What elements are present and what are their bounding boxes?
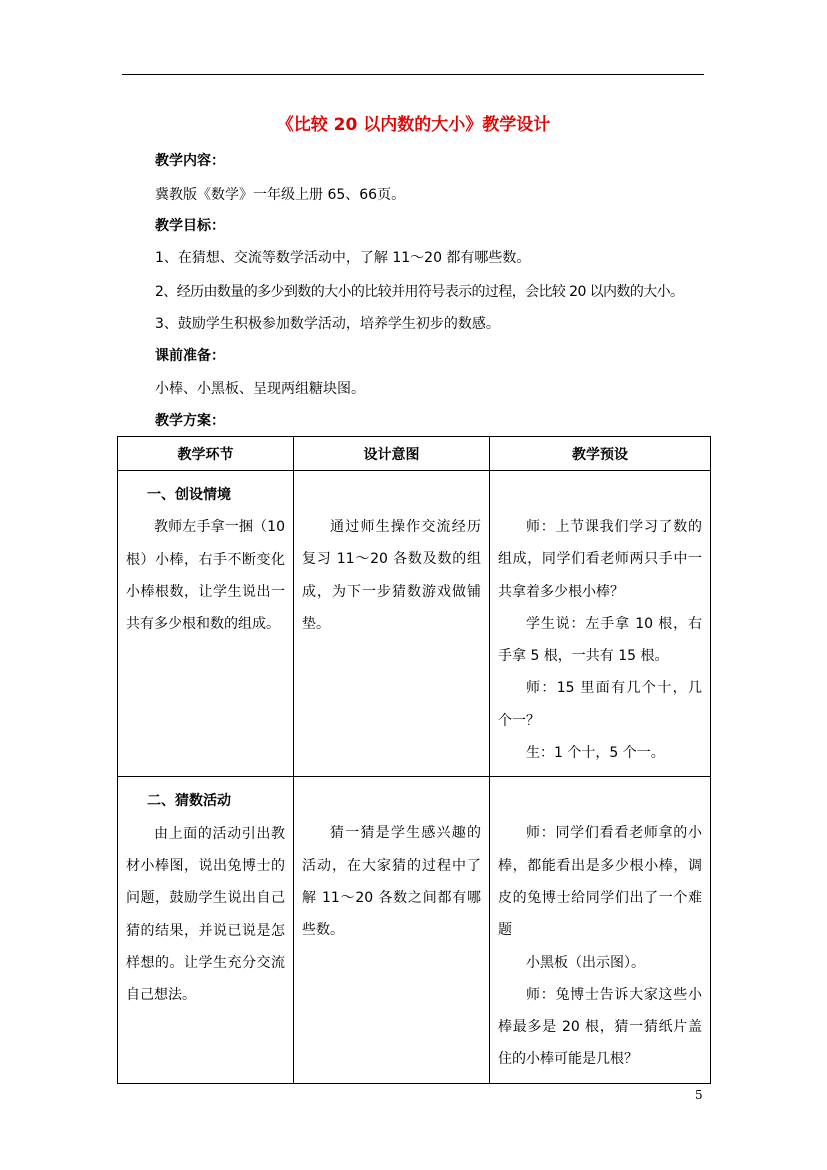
table-header-row xyxy=(118,437,711,471)
goal-1: 1、在猜想、交流等数学活动中，了解 11～20 都有哪些数。 xyxy=(155,250,531,266)
header-stage: 教学环节 xyxy=(118,437,294,471)
stage-cell xyxy=(118,471,294,777)
table-row xyxy=(118,471,711,777)
goal-2: 2、经历由数量的多少到数的大小的比较并用符号表示的过程，会比较 20 以内数的大小。 xyxy=(155,284,684,300)
intent-cell xyxy=(294,777,490,1083)
document-title: 《比较 20 以内数的大小》教学设计 xyxy=(276,115,551,135)
prep-heading: 课前准备： xyxy=(155,348,225,364)
preset-line: 师：兔博士告诉大家这些小棒最多是 20 根，猜一猜纸片盖住的小棒可能是几根？ xyxy=(498,986,702,1068)
preset-line: 生：1 个十，5 个一。 xyxy=(526,745,665,762)
goals-heading: 教学目标： xyxy=(155,218,225,234)
stage-text: 由上面的活动引出教材小棒图，说出兔博士的问题，鼓励学生说出自己猜的结果，并说已说是怎样想的。让学生充分交流自己想法。 xyxy=(126,825,285,1004)
content-text: 冀教版《数学》一年级上册 65、66页。 xyxy=(155,187,406,203)
header-intent: 设计意图 xyxy=(294,437,490,471)
preset-line: 学生说：左手拿 10 根，右手拿 5 根，一共有 15 根。 xyxy=(498,615,702,665)
content-heading: 教学内容： xyxy=(155,153,225,169)
preset-line: 师：15 里面有几个十，几个一？ xyxy=(498,680,702,729)
table-row xyxy=(118,777,711,1083)
stage-cell xyxy=(118,777,294,1083)
preset-line: 师：上节课我们学习了数的组成，同学们看老师两只手中一共拿着多少根小棒？ xyxy=(498,519,702,600)
prep-text: 小棒、小黑板、呈现两组糖块图。 xyxy=(155,381,365,397)
header-rule xyxy=(122,74,704,75)
plan-heading: 教学方案： xyxy=(155,413,225,429)
stage-text: 教师左手拿一捆（10 根）小棒，右手不断变化小棒根数，让学生说出一共有多少根和数的组成。 xyxy=(126,519,285,633)
preset-line: 小黑板（出示图）。 xyxy=(526,954,645,971)
page-number: 5 xyxy=(695,1088,703,1102)
header-preset: 教学预设 xyxy=(490,437,711,471)
intent-text: 通过师生操作交流经历复习 11～20 各数及数的组成，为下一步猜数游戏做铺垫。 xyxy=(302,519,481,632)
stage-title: 一、创设情境 xyxy=(147,487,231,503)
preset-line: 师：同学们看看老师拿的小棒，都能看出是多少根小棒，调皮的兔博士给同学们出了一个难题 xyxy=(498,825,702,939)
stage-title: 二、猜数活动 xyxy=(147,793,231,810)
preset-cell xyxy=(490,471,711,777)
goal-3: 3、鼓励学生积极参加数学活动，培养学生初步的数感。 xyxy=(155,316,500,332)
preset-cell xyxy=(490,777,711,1083)
intent-cell xyxy=(294,471,490,777)
intent-text: 猜一猜是学生感兴趣的活动，在大家猜的过程中了解 11～20 各数之间都有哪些数。 xyxy=(302,825,481,939)
teaching-plan-table xyxy=(117,436,711,1084)
